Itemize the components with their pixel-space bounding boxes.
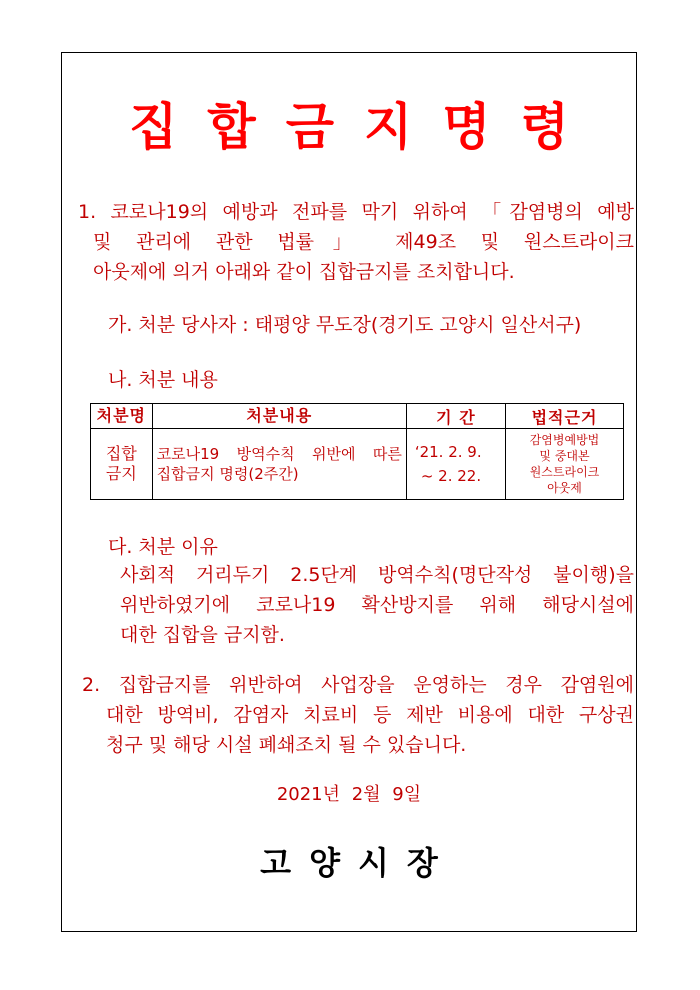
issuer-signature: 고양시장: [260, 844, 456, 882]
item-2: [82, 670, 634, 700]
table-header-content: 처분내용: [152, 404, 406, 429]
name-line-1: 집합: [105, 444, 137, 463]
table-cell-period: [406, 429, 505, 500]
section-da-line-2: 위반하였기에 코로나19 확산방지를 위해 해당시설에: [120, 594, 634, 616]
basis-line-1: 감염병예방법: [529, 433, 600, 447]
item-1-line-3: 아웃제에 의거 아래와 같이 집합금지를 조치합니다.: [93, 261, 515, 283]
item-2-line-3: 청구 및 해당 시설 폐쇄조치 될 수 있습니다.: [106, 734, 467, 756]
section-da-line-3: 대한 집합을 금지함.: [120, 624, 285, 646]
item-2-line-2: 대한 방역비, 감염자 치료비 등 제반 비용에 대한 구상권: [106, 704, 634, 726]
table-cell-basis: [506, 429, 624, 500]
section-ga: 가. 처분 당사자 : 태평양 무도장(경기도 고양시 일산서구): [108, 314, 582, 336]
item-2-cont: [106, 700, 634, 760]
issue-date: 2021년 2월 9일: [276, 784, 422, 805]
document-title: 집합금지명령: [129, 98, 599, 156]
section-da-body: [120, 560, 634, 650]
table-header-basis: 법적근거: [506, 404, 624, 429]
content-line-2: 집합금지 명령(2주간): [156, 465, 299, 483]
disposition-table: [90, 403, 624, 500]
item-1-line-2: 및 관리에 관한 법률」 제49조 및 원스트라이크: [93, 231, 634, 253]
item-1: [78, 197, 634, 227]
basis-line-3: 원스트라이크: [529, 465, 600, 479]
section-da-heading: 다. 처분 이유: [108, 536, 218, 558]
table-row: [91, 429, 624, 500]
item-1-line-1: 1. 코로나19의 예방과 전파를 막기 위하여 「감염병의 예방: [78, 201, 634, 223]
period-line-1: ‘21. 2. 9.: [414, 443, 482, 461]
content-line-1: 코로나19 방역수칙 위반에 따른: [156, 445, 402, 463]
table-header-name: 처분명: [91, 404, 153, 429]
table-cell-name: [91, 429, 153, 500]
table-cell-content: [152, 429, 406, 500]
table-header-period: 기 간: [406, 404, 505, 429]
period-line-2: ~ 2. 22.: [420, 467, 482, 485]
section-da-line-1: 사회적 거리두기 2.5단계 방역수칙(명단작성 불이행)을: [120, 564, 634, 586]
table-header-row: [91, 404, 624, 429]
item-2-line-1: 2. 집합금지를 위반하여 사업장을 운영하는 경우 감염원에: [82, 674, 634, 696]
name-line-2: 금지: [105, 464, 137, 483]
item-1-cont: [93, 227, 634, 287]
basis-line-4: 아웃제: [547, 481, 582, 495]
basis-line-2: 및 중대본: [539, 449, 590, 463]
section-na: 나. 처분 내용: [108, 369, 218, 391]
